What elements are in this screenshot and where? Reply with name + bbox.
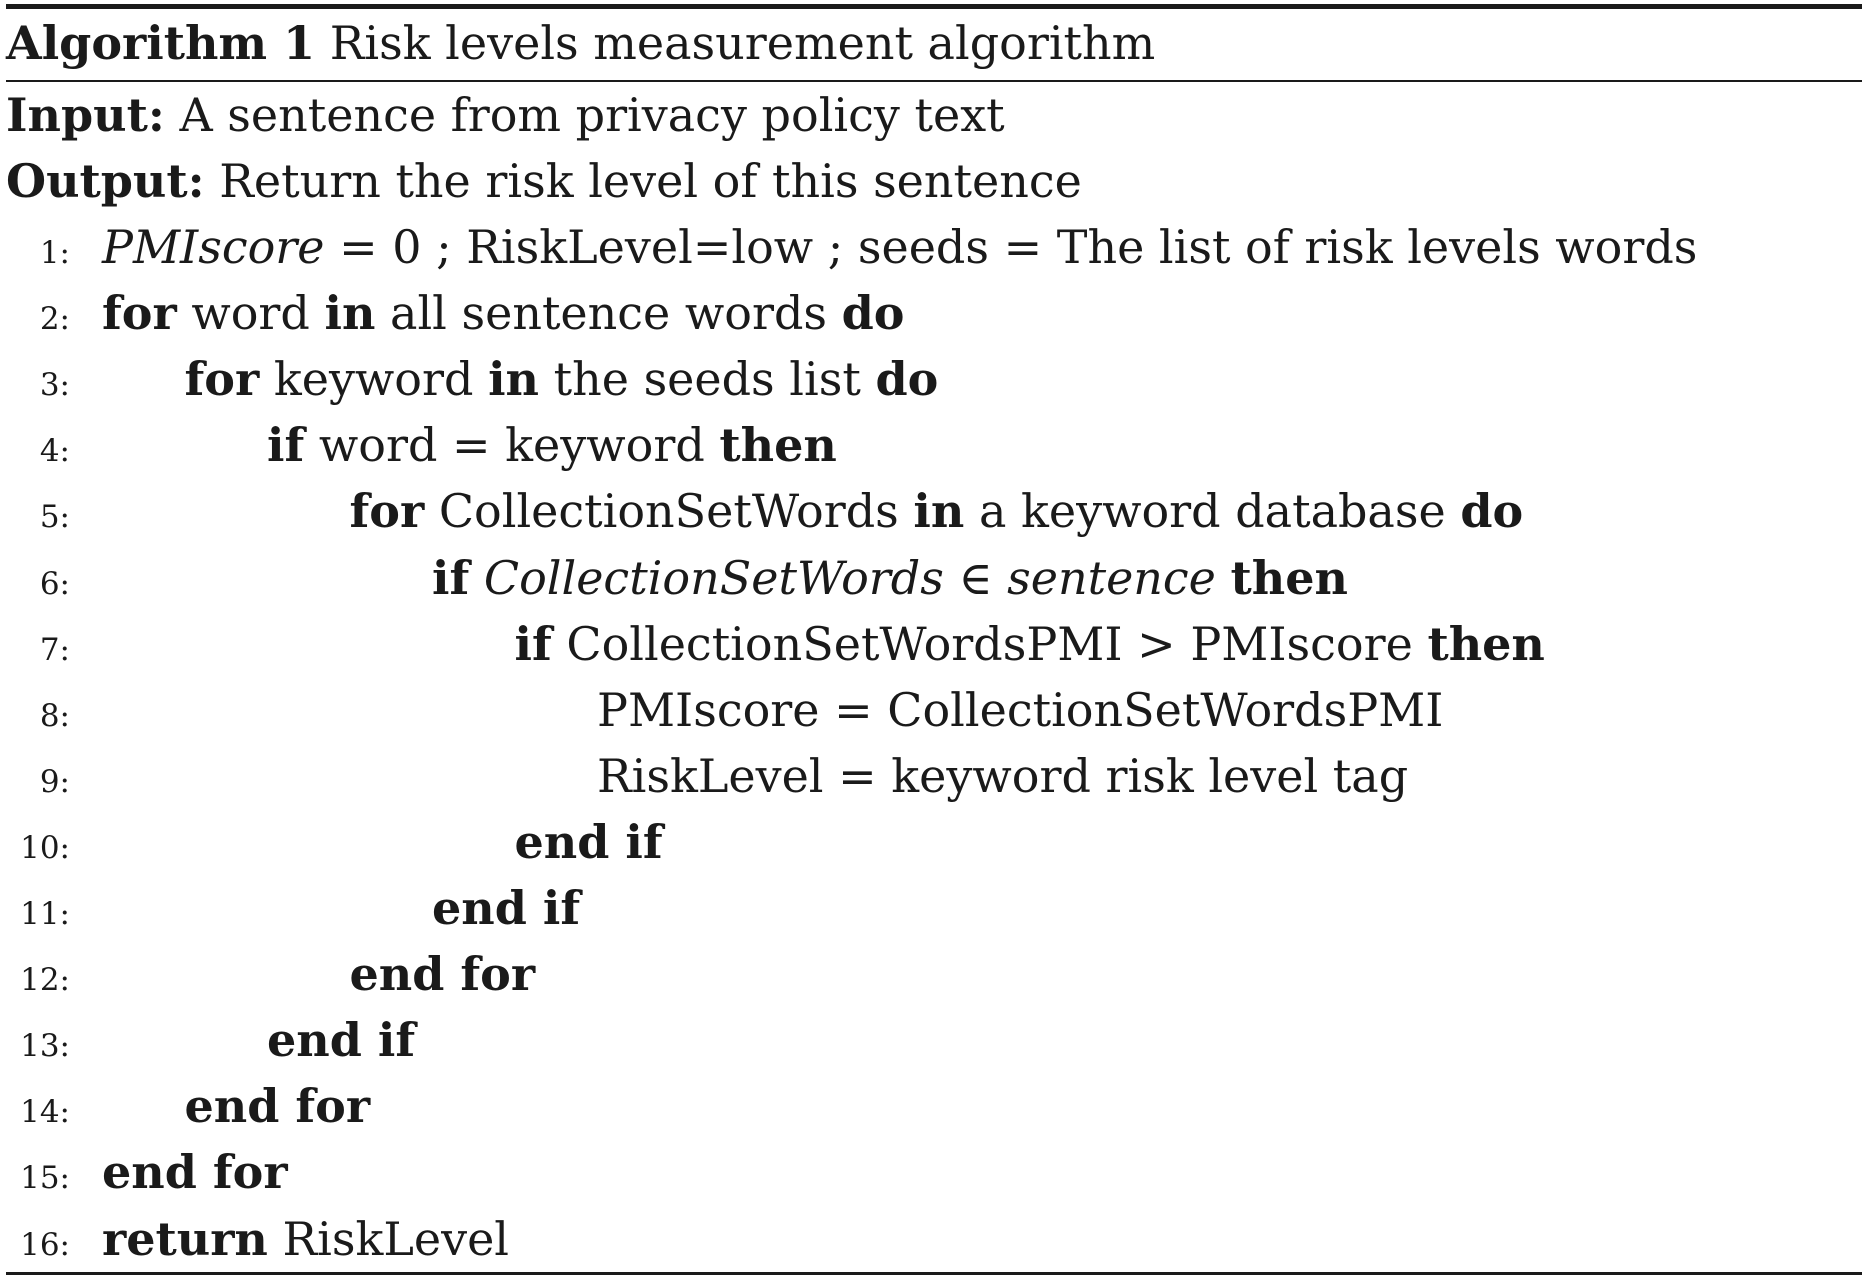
line-code: [350, 941, 536, 1007]
code-text: CollectionSetWordsPMI > PMIscore: [551, 616, 1428, 671]
keyword: do: [875, 352, 939, 407]
keyword: do: [1460, 484, 1524, 539]
keyword: end for: [349, 947, 536, 1002]
code-text: a keyword database: [964, 484, 1461, 539]
bottom-rule: [6, 1272, 1862, 1275]
algorithm-line: [6, 1073, 371, 1139]
math-variable: CollectionSetWords: [483, 550, 944, 605]
line-code: [597, 677, 1443, 743]
algorithm-line: [6, 478, 1524, 544]
line-number: 12:: [20, 962, 70, 999]
output-text: Return the risk level of this sentence: [219, 154, 1082, 208]
math-variable: PMIscore: [102, 220, 325, 274]
keyword: for: [349, 484, 425, 539]
keyword: then: [1427, 616, 1545, 671]
algorithm-line: [6, 280, 905, 346]
line-number: 6:: [39, 565, 70, 602]
keyword: in: [913, 484, 965, 539]
input-line: [6, 82, 1005, 148]
line-number: 4:: [39, 433, 70, 470]
line-number: 2:: [39, 301, 70, 338]
keyword: return: [102, 1211, 268, 1266]
line-code: [432, 545, 1348, 611]
code-text: the seeds list: [538, 352, 876, 407]
code-text: [469, 551, 484, 605]
code-text: all sentence words: [375, 286, 842, 341]
line-code: [102, 280, 904, 346]
keyword: for: [102, 286, 177, 341]
line-code: [185, 1073, 371, 1139]
code-text: = 0 ; RiskLevel=low ; seeds = The list of risk levels words: [324, 220, 1698, 274]
keyword: for: [184, 352, 260, 407]
line-code: [267, 412, 837, 478]
keyword: if: [514, 616, 552, 671]
keyword: if: [432, 550, 470, 605]
keyword: end if: [267, 1013, 416, 1068]
algorithm-line: [6, 875, 581, 941]
code-text: ∈: [943, 550, 1008, 605]
algorithm-caption: [6, 8, 1155, 78]
output-label: Output:: [6, 154, 205, 208]
output-line: [6, 148, 1082, 214]
algorithm-line: [6, 1139, 288, 1205]
line-code: [432, 875, 580, 941]
line-number: 3:: [39, 367, 70, 404]
algorithm-line: [6, 545, 1348, 611]
keyword: in: [324, 286, 376, 341]
keyword: end for: [184, 1079, 371, 1134]
line-code: [267, 1007, 415, 1073]
line-code: [515, 611, 1545, 677]
input-text: A sentence from privacy policy text: [179, 88, 1005, 142]
algorithm-line: [6, 346, 939, 412]
code-text: RiskLevel: [267, 1211, 510, 1266]
math-variable: sentence: [1007, 550, 1216, 605]
code-text: RiskLevel = keyword risk level tag: [597, 748, 1409, 803]
line-code: [515, 809, 663, 875]
line-code: [185, 346, 939, 412]
line-number: 8:: [39, 697, 70, 734]
algorithm-line: [6, 941, 536, 1007]
line-code: [102, 214, 1697, 280]
algorithm-title: Risk levels measurement algorithm: [329, 16, 1156, 70]
line-number: 11:: [20, 896, 70, 932]
code-text: keyword: [259, 352, 489, 407]
line-number: 15:: [20, 1160, 70, 1197]
line-number: 7:: [39, 631, 70, 668]
keyword: end for: [102, 1145, 288, 1200]
keyword: end if: [514, 814, 663, 869]
algorithm-line: [6, 1007, 416, 1073]
keyword: end if: [432, 881, 581, 935]
line-number: 14:: [20, 1094, 70, 1131]
algorithm-line: [6, 412, 837, 478]
algorithm-line: [6, 1206, 510, 1272]
code-text: [1216, 551, 1231, 605]
line-number: 5:: [39, 499, 70, 536]
code-text: word: [176, 286, 325, 341]
algorithm-line: [6, 743, 1409, 809]
line-code: [350, 478, 1524, 544]
algorithm-label: Algorithm 1: [6, 16, 316, 70]
input-label: Input:: [6, 88, 165, 142]
code-text: CollectionSetWords: [424, 484, 914, 539]
line-number: 16:: [20, 1226, 70, 1263]
line-code: [102, 1139, 288, 1205]
code-text: PMIscore = CollectionSetWordsPMI: [597, 682, 1444, 737]
keyword: then: [719, 418, 837, 473]
line-number: 9:: [39, 763, 70, 800]
line-code: [597, 743, 1408, 809]
line-code: [102, 1206, 509, 1272]
algorithm-line: [6, 677, 1444, 743]
line-number: 13:: [20, 1028, 70, 1065]
keyword: in: [488, 352, 539, 407]
algorithm-line: [6, 809, 663, 875]
keyword: if: [267, 418, 305, 473]
line-number: 1:: [39, 235, 70, 271]
algorithm-line: [6, 214, 1698, 280]
line-number: 10:: [20, 829, 70, 866]
algorithm-line: [6, 611, 1545, 677]
code-text: word = keyword: [304, 418, 720, 473]
keyword: do: [841, 286, 905, 341]
keyword: then: [1230, 550, 1348, 605]
algorithm-block: [6, 0, 1862, 1279]
